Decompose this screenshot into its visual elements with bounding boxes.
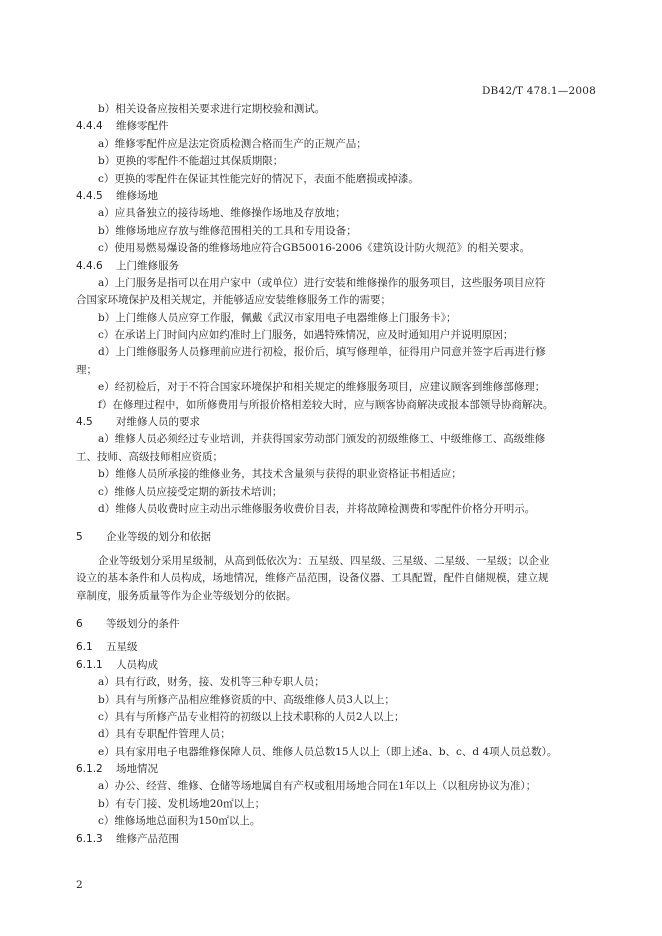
- list-item: c）具有与所修产品专业相符的初级以上技术职称的人员2人以上；: [98, 710, 405, 723]
- list-item: a）应具备独立的接待场地、维修操作场地及存放地；: [98, 207, 346, 220]
- section-number: 4.4.6: [76, 259, 103, 272]
- list-item: b）具有与所修产品相应维修资质的中、高级维修人员3人以上；: [98, 693, 395, 706]
- list-item: b）更换的零配件不能超过其保质期限；: [98, 155, 284, 168]
- section-heading-4-4-5: [76, 188, 596, 205]
- section-number: 4.4.4: [76, 120, 103, 133]
- paragraph-line: 章制度，服务质量等作为企业等级划分的依据。: [76, 589, 297, 602]
- section-title: 企业等级的划分和依据: [106, 531, 211, 544]
- section-number: 6.1.3: [76, 832, 103, 845]
- list-item: b）相关设备应按相关要求进行定期校验和测试。: [98, 103, 326, 115]
- list-item: d）具有专职配件管理人员；: [98, 728, 231, 741]
- list-item: c）维修场地总面积为150㎡以上。: [98, 815, 261, 828]
- section-title: 人员构成: [116, 658, 158, 671]
- section-heading-4-4-4: [76, 118, 596, 135]
- section-number: 6.1.2: [76, 763, 103, 776]
- list-item: c）在承诺上门时间内应如约准时上门服务，如遇特殊情况，应及时通知用户并说明原因；: [98, 329, 514, 342]
- section-number: 5: [76, 531, 83, 544]
- section-heading-4-4-6: [76, 258, 596, 275]
- section-heading-6-1-1: [76, 657, 596, 674]
- section-number: 6.1.1: [76, 658, 103, 671]
- list-item: d）维修人员收费时应主动出示维修服务收费价目表，并将故障检测费和零配件价格分开明示。: [98, 502, 536, 515]
- section-title: 对维修人员的要求: [116, 416, 200, 429]
- section-title: 等级划分的条件: [106, 617, 180, 630]
- list-item-continuation: 理；: [76, 363, 97, 376]
- list-item-continuation: 合国家环境保护及相关规定，并能够适应安装维修服务工作的需要；: [76, 294, 391, 307]
- section-heading-4-5: [76, 414, 596, 431]
- section-title: 场地情况: [116, 763, 158, 776]
- section-number: 4.4.5: [76, 189, 103, 202]
- section-title: 上门维修服务: [116, 259, 179, 272]
- list-item: c）更换的零配件在保证其性能完好的情况下，表面不能磨损或掉漆。: [98, 172, 419, 185]
- list-item: c）维修人员应接受定期的新技术培训；: [98, 485, 283, 498]
- section-heading-6-1: [76, 639, 596, 656]
- list-item: a）维修人员必须经过专业培训，并获得国家劳动部门颁发的初级维修工、中级维修工、高级维修: [98, 433, 546, 446]
- section-title: 维修场地: [116, 189, 158, 202]
- list-item: a）具有行政，财务，接、发机等三种专职人员；: [98, 676, 325, 689]
- section-title: 维修零配件: [116, 120, 169, 133]
- list-item-continuation: 工、技师、高级技师相应资质；: [76, 450, 223, 463]
- page-number: 2: [76, 879, 83, 891]
- section-number: 4.5: [76, 416, 93, 429]
- list-item: a）上门服务是指可以在用户家中（或单位）进行安装和维修操作的服务项目，这些服务项目应符: [98, 276, 546, 289]
- list-item: b）有专门接、发机场地20㎡以上；: [98, 797, 266, 810]
- section-heading-6: [76, 616, 596, 633]
- section-heading-5: [76, 529, 596, 546]
- list-item: c）使用易燃易爆设备的维修场地应符合GB50016-2006《建筑设计防火规范》的相关要求。: [98, 242, 531, 255]
- list-item: a）维修零配件应是法定资质检测合格而生产的正规产品；: [98, 137, 367, 150]
- section-heading-6-1-3: [76, 831, 596, 848]
- section-heading-6-1-2: [76, 761, 596, 778]
- section-title: 维修产品范围: [116, 832, 179, 845]
- list-item: d）上门维修服务人员修理前应进行初检，报价后，填写修理单，征得用户同意并签字后再进行修: [98, 346, 546, 359]
- section-number: 6.1: [76, 641, 93, 654]
- document-code: DB42/T 478.1—2008: [481, 85, 596, 97]
- list-item: e）经初检后，对于不符合国家环境保护和相关规定的维修服务项目，应建议顾客到维修部修理；: [98, 381, 546, 394]
- list-item: e）具有家用电子电器维修保障人员、维修人员总数15人以上（即上述a、b、c、d 4项人员总数）。: [98, 745, 558, 758]
- list-item: b）维修人员所承接的维修业务，其技术含量须与获得的职业资格证书相适应；: [98, 468, 462, 481]
- list-item: a）办公、经营、维修、仓储等场地属自有产权或租用场地合同在1年以上（以租房协议为准）；: [98, 780, 537, 793]
- list-item: b）维修场地应存放与维修范围相关的工具和专用设备；: [98, 224, 357, 237]
- section-title: 五星级: [106, 641, 138, 654]
- section-number: 6: [76, 617, 83, 630]
- paragraph-line: 设立的基本条件和人员构成，场地情况，维修产品范围，设备仪器、工具配置，配件自储规模，建立规: [76, 572, 549, 585]
- paragraph-line: 企业等级划分采用星级制，从高到低依次为：五星级、四星级、三星级、二星级、一星级；以企业: [98, 554, 550, 567]
- list-item: b）上门维修人员应穿工作服，佩戴《武汉市家用电子电器维修上门服务卡》；: [98, 311, 457, 324]
- list-item: f）在修理过程中，如所修费用与所报价格相差较大时，应与顾客协商解决或报本部领导协商解决。: [98, 398, 554, 411]
- document-body: [76, 101, 596, 848]
